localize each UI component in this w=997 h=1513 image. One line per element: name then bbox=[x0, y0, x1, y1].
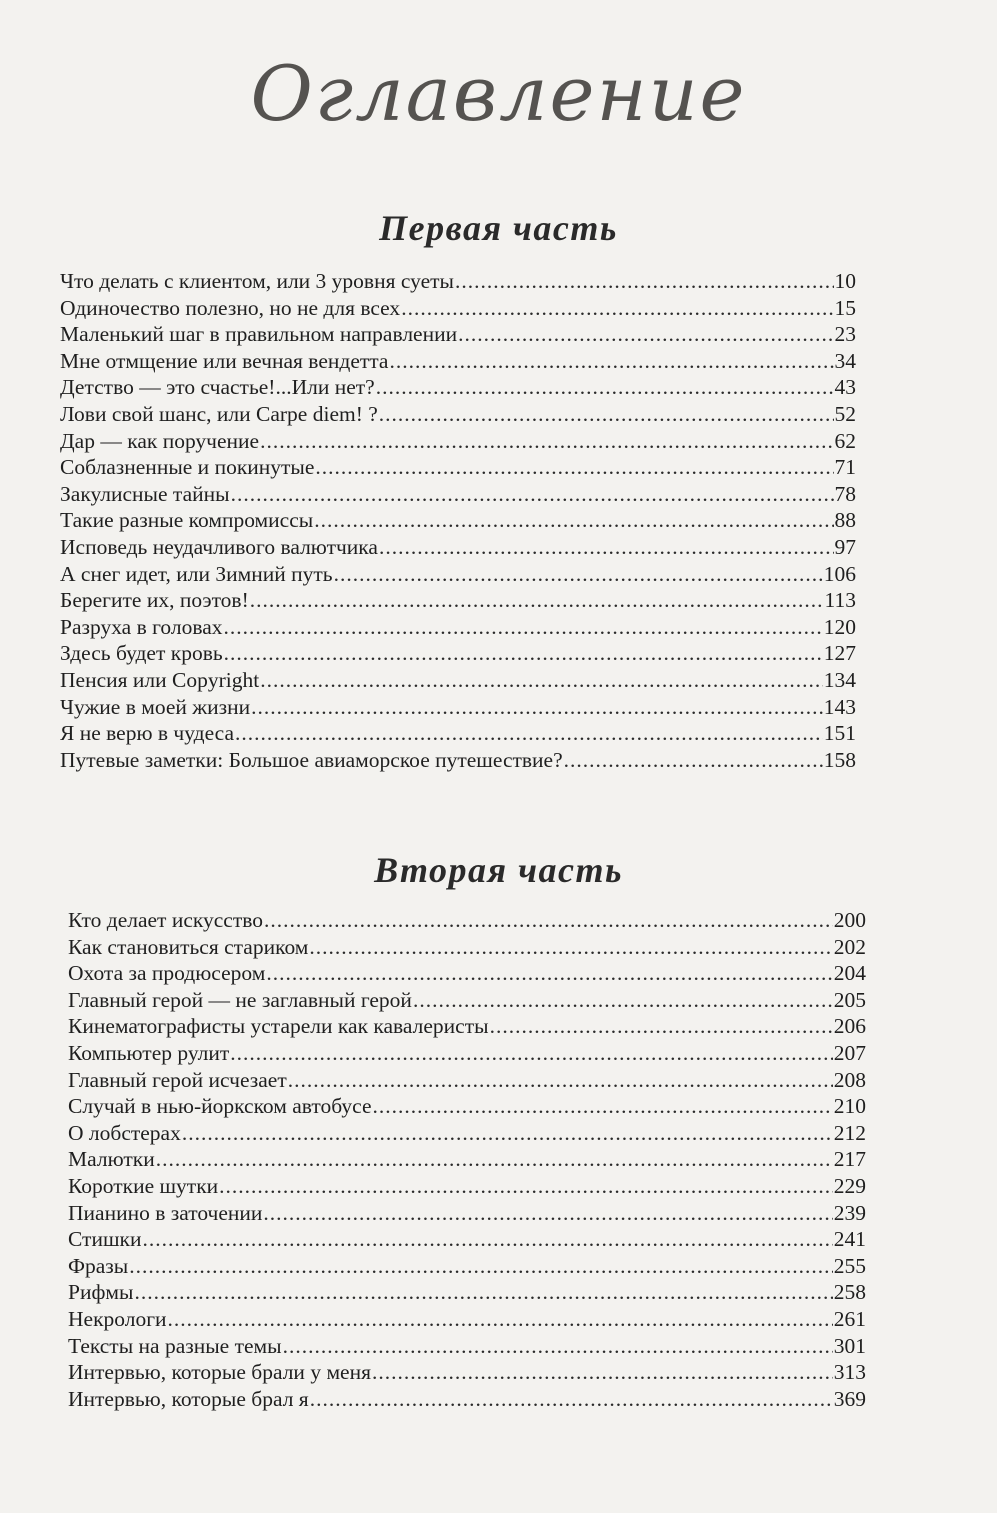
dot-leader bbox=[315, 454, 833, 481]
toc-entry bbox=[60, 428, 856, 455]
toc-entry-page: 202 bbox=[833, 934, 866, 959]
toc-entry bbox=[60, 561, 856, 588]
dot-leader bbox=[219, 1173, 833, 1200]
toc-entry-page: 229 bbox=[833, 1173, 866, 1198]
toc-entry-title: Такие разные компромиссы bbox=[60, 508, 314, 533]
toc-entry-title: А снег идет, или Зимний путь bbox=[60, 561, 333, 586]
toc-entry-page: 97 bbox=[834, 534, 856, 559]
toc-entry bbox=[68, 1226, 866, 1253]
toc-entry-page: 204 bbox=[833, 961, 866, 986]
toc-entry bbox=[68, 1200, 866, 1227]
toc-entry-title: Кинематографисты устарели как кавалеристы bbox=[68, 1014, 489, 1039]
toc-entry-title: Кто делает искусство bbox=[68, 908, 264, 932]
toc-entry-page: 217 bbox=[833, 1147, 866, 1172]
toc-entry-title: Пианино в заточении bbox=[68, 1200, 263, 1225]
toc-entry-title: Закулисные тайны bbox=[60, 481, 230, 506]
toc-entry bbox=[60, 720, 856, 747]
toc-entry bbox=[60, 321, 856, 348]
toc-entry-page: 313 bbox=[833, 1360, 866, 1385]
toc-entry bbox=[68, 1306, 866, 1333]
part2-toc-list bbox=[68, 907, 866, 1412]
dot-leader bbox=[309, 934, 832, 961]
toc-entry bbox=[68, 1093, 866, 1120]
toc-entry-title: Как становиться стариком bbox=[68, 934, 309, 959]
toc-entry-page: 120 bbox=[823, 614, 856, 639]
toc-entry-page: 206 bbox=[833, 1014, 866, 1039]
dot-leader bbox=[224, 614, 823, 641]
dot-leader bbox=[263, 1200, 832, 1227]
dot-leader bbox=[376, 374, 834, 401]
toc-entry-title: Разруха в головах bbox=[60, 614, 223, 639]
toc-entry bbox=[60, 587, 856, 614]
toc-entry bbox=[60, 401, 856, 428]
toc-entry-page: 369 bbox=[833, 1386, 866, 1411]
toc-entry bbox=[68, 1146, 866, 1173]
toc-entry-page: 258 bbox=[833, 1280, 866, 1305]
toc-entry-page: 261 bbox=[833, 1306, 866, 1331]
dot-leader bbox=[389, 348, 833, 375]
toc-entry-title: Компьютер рулит bbox=[68, 1040, 230, 1065]
toc-entry-page: 241 bbox=[833, 1227, 866, 1252]
toc-entry-title: Дар — как поручение bbox=[60, 428, 260, 453]
toc-entry-page: 151 bbox=[823, 721, 856, 746]
dot-leader bbox=[379, 401, 834, 428]
page-title: Оглавление bbox=[250, 49, 747, 138]
toc-entry-title: Я не верю в чудеса bbox=[60, 721, 234, 746]
toc-entry-title: Короткие шутки bbox=[68, 1173, 219, 1198]
toc-entry-title: Соблазненные и покинутые bbox=[60, 455, 315, 480]
toc-entry-page: 34 bbox=[834, 348, 856, 373]
dot-leader bbox=[458, 321, 833, 348]
toc-entry-title: Фразы bbox=[68, 1253, 129, 1278]
toc-entry-page: 208 bbox=[833, 1067, 866, 1092]
toc-entry-page: 212 bbox=[833, 1120, 866, 1145]
toc-entry-title: Детство — это счастье!...Или нет? bbox=[60, 375, 375, 400]
dot-leader bbox=[334, 561, 823, 588]
toc-entry bbox=[60, 614, 856, 641]
dot-leader bbox=[455, 268, 834, 295]
toc-entry-page: 52 bbox=[834, 401, 856, 426]
dot-leader bbox=[224, 640, 823, 667]
toc-entry-title: Путевые заметки: Большое авиаморское путешествие? bbox=[60, 747, 563, 772]
part1-heading: Первая часть bbox=[379, 208, 618, 248]
toc-entry bbox=[60, 348, 856, 375]
toc-entry-title: Лови свой шанс, или Carpe diem! ? bbox=[60, 401, 378, 426]
toc-entry bbox=[68, 907, 866, 934]
toc-entry-title: Некрологи bbox=[68, 1306, 167, 1331]
toc-entry-title: Интервью, которые брали у меня bbox=[68, 1360, 371, 1385]
toc-entry-page: 301 bbox=[833, 1333, 866, 1358]
dot-leader bbox=[264, 907, 833, 934]
toc-entry-page: 62 bbox=[834, 428, 856, 453]
dot-leader bbox=[235, 720, 823, 747]
toc-entry-page: 239 bbox=[833, 1200, 866, 1225]
dot-leader bbox=[413, 987, 833, 1014]
toc-entry bbox=[68, 1279, 866, 1306]
toc-entry bbox=[60, 268, 856, 295]
part1-toc-list bbox=[60, 268, 856, 773]
toc-entry-title: Главный герой — не заглавный герой bbox=[68, 987, 412, 1012]
toc-entry bbox=[60, 667, 856, 694]
toc-entry bbox=[60, 295, 856, 322]
toc-entry-title: Стишки bbox=[68, 1227, 142, 1252]
dot-leader bbox=[283, 1333, 833, 1360]
toc-entry bbox=[60, 534, 856, 561]
toc-entry bbox=[68, 1120, 866, 1147]
toc-entry-title: Маленький шаг в правильном направлении bbox=[60, 322, 458, 347]
toc-entry-page: 200 bbox=[833, 908, 866, 932]
toc-entry bbox=[68, 960, 866, 987]
toc-entry-page: 210 bbox=[833, 1094, 866, 1119]
toc-entry-title: Интервью, которые брал я bbox=[68, 1386, 309, 1411]
toc-entry-page: 158 bbox=[823, 747, 856, 772]
dot-leader bbox=[129, 1253, 833, 1280]
toc-entry bbox=[60, 374, 856, 401]
dot-leader bbox=[260, 428, 833, 455]
dot-leader bbox=[230, 1040, 832, 1067]
dot-leader bbox=[182, 1120, 833, 1147]
dot-leader bbox=[142, 1226, 832, 1253]
toc-entry bbox=[68, 1173, 866, 1200]
toc-entry-page: 255 bbox=[833, 1253, 866, 1278]
toc-entry bbox=[60, 454, 856, 481]
part2-heading: Вторая часть bbox=[374, 850, 623, 890]
toc-entry-title: Одиночество полезно, но не для всех bbox=[60, 295, 401, 320]
toc-entry-title: Мне отмщение или вечная вендетта bbox=[60, 348, 389, 373]
toc-entry-page: 127 bbox=[823, 641, 856, 666]
dot-leader bbox=[260, 667, 823, 694]
toc-entry-title: Главный герой исчезает bbox=[68, 1067, 287, 1092]
toc-entry-title: Малютки bbox=[68, 1147, 155, 1172]
toc-entry bbox=[68, 1253, 866, 1280]
dot-leader bbox=[134, 1279, 832, 1306]
toc-entry-title: О лобстерах bbox=[68, 1120, 181, 1145]
toc-entry bbox=[60, 640, 856, 667]
dot-leader bbox=[266, 960, 832, 987]
toc-entry-title: Исповедь неудачливого валютчика bbox=[60, 534, 378, 559]
dot-leader bbox=[373, 1093, 833, 1120]
toc-entry-page: 143 bbox=[823, 694, 856, 719]
toc-entry-title: Случай в нью-йоркском автобусе bbox=[68, 1094, 372, 1119]
toc-entry bbox=[68, 1067, 866, 1094]
toc-entry-page: 10 bbox=[834, 269, 856, 293]
toc-entry-page: 113 bbox=[824, 588, 856, 613]
toc-entry-page: 43 bbox=[834, 375, 856, 400]
dot-leader bbox=[490, 1013, 833, 1040]
toc-entry-title: Охота за продюсером bbox=[68, 961, 266, 986]
toc-entry bbox=[68, 1359, 866, 1386]
toc-entry-page: 205 bbox=[833, 987, 866, 1012]
toc-entry bbox=[68, 1013, 866, 1040]
dot-leader bbox=[168, 1306, 833, 1333]
toc-entry-title: Берегите их, поэтов! bbox=[60, 588, 249, 613]
toc-entry-page: 88 bbox=[834, 508, 856, 533]
dot-leader bbox=[251, 694, 823, 721]
dot-leader bbox=[288, 1067, 833, 1094]
toc-entry bbox=[60, 747, 856, 774]
dot-leader bbox=[310, 1386, 833, 1413]
toc-entry bbox=[60, 694, 856, 721]
toc-entry-title: Рифмы bbox=[68, 1280, 134, 1305]
toc-entry bbox=[60, 507, 856, 534]
toc-entry bbox=[68, 987, 866, 1014]
dot-leader bbox=[314, 507, 833, 534]
toc-entry bbox=[60, 481, 856, 508]
dot-leader bbox=[156, 1146, 833, 1173]
dot-leader bbox=[250, 587, 824, 614]
toc-entry-page: 71 bbox=[834, 455, 856, 480]
toc-entry-title: Чужие в моей жизни bbox=[60, 694, 251, 719]
toc-entry-page: 15 bbox=[834, 295, 856, 320]
toc-entry-page: 78 bbox=[834, 481, 856, 506]
toc-entry-title: Здесь будет кровь bbox=[60, 641, 223, 666]
toc-entry bbox=[68, 1040, 866, 1067]
toc-entry-page: 23 bbox=[834, 322, 856, 347]
dot-leader bbox=[231, 481, 834, 508]
dot-leader bbox=[564, 747, 823, 774]
toc-entry-page: 134 bbox=[823, 667, 856, 692]
toc-entry-title: Что делать с клиентом, или 3 уровня суеты bbox=[60, 269, 454, 293]
dot-leader bbox=[379, 534, 834, 561]
toc-entry-title: Пенсия или Copyright bbox=[60, 667, 260, 692]
toc-entry-page: 106 bbox=[823, 561, 856, 586]
dot-leader bbox=[372, 1359, 833, 1386]
toc-entry-page: 207 bbox=[833, 1040, 866, 1065]
dot-leader bbox=[401, 295, 833, 322]
toc-entry bbox=[68, 1386, 866, 1413]
toc-entry bbox=[68, 1333, 866, 1360]
toc-entry-title: Тексты на разные темы bbox=[68, 1333, 282, 1358]
toc-entry bbox=[68, 934, 866, 961]
